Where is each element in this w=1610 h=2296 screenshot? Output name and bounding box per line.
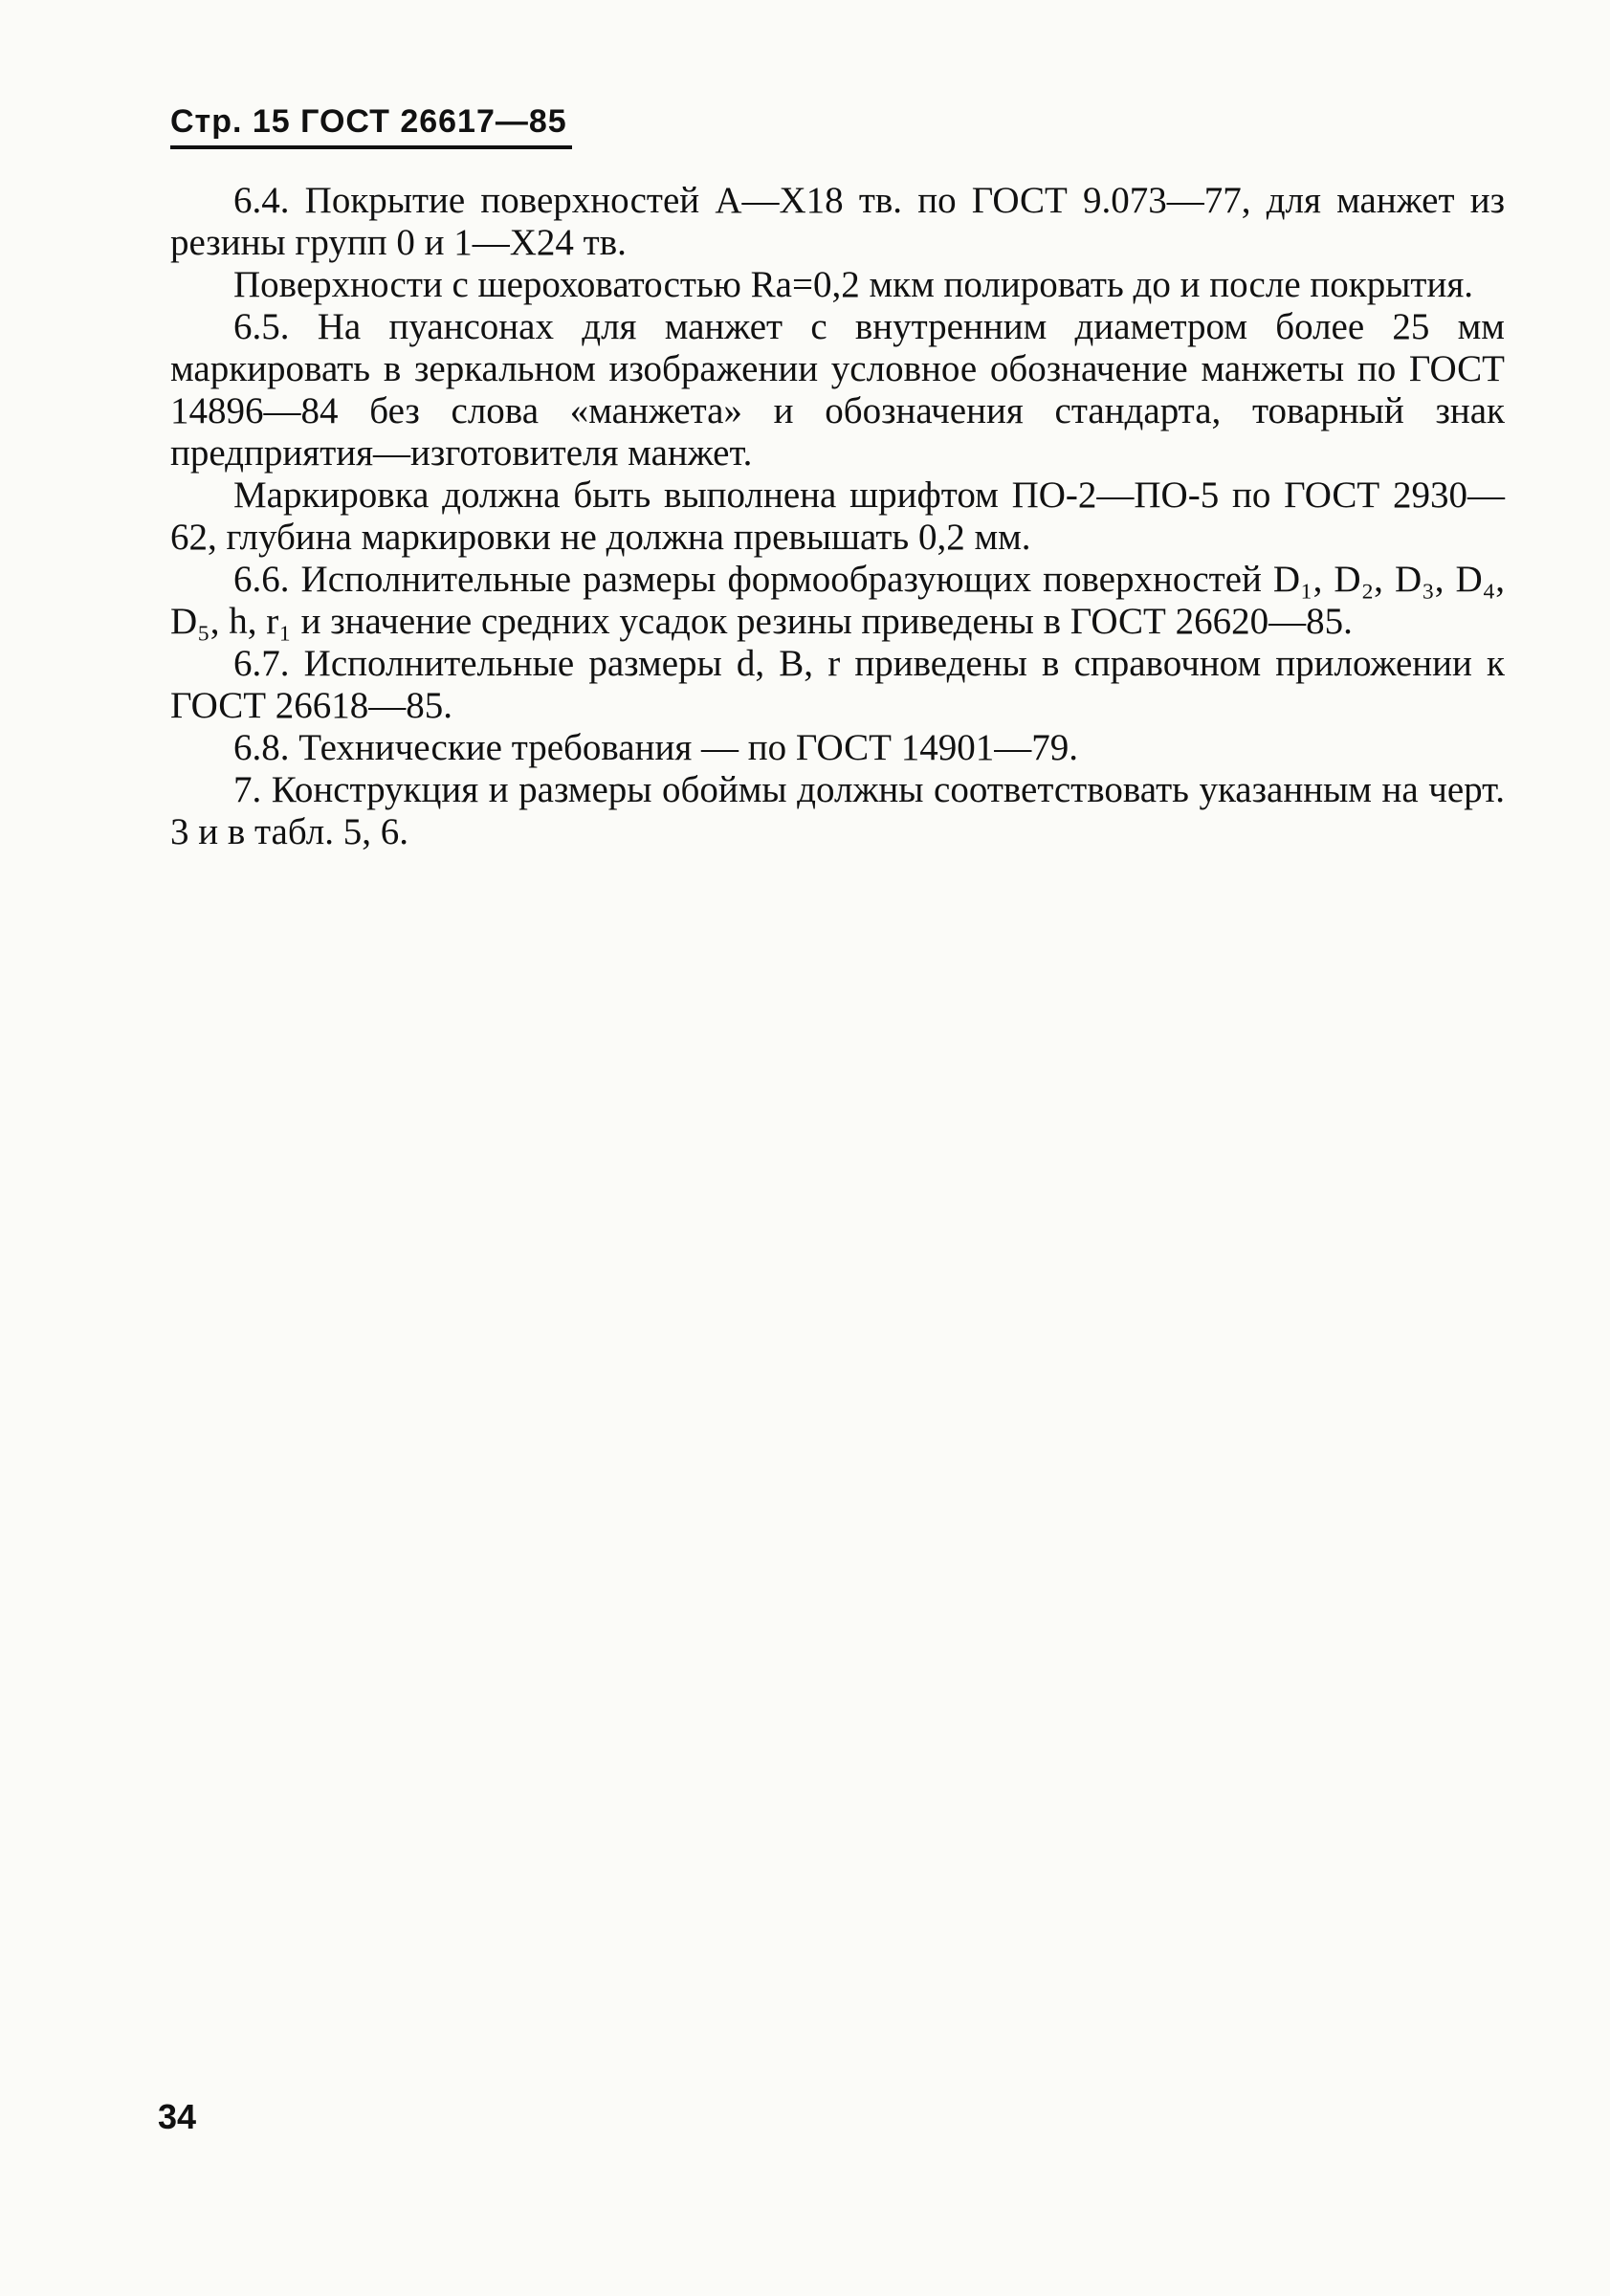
paragraph-6-5-marking: Маркировка должна быть выполнена шрифтом ПО-2—ПО-5 по ГОСТ 2930—62, глубина маркировки не должна превышать 0,2 мм. [170,475,1505,558]
paragraph-6-5: 6.5. На пуансонах для манжет с внутренним диаметром более 25 мм маркировать в зеркальном изображении условное обозначение манжеты по ГОСТ 14896—84 без слова «манжета» и обозначения стандарта, товарный знак предприятия—изготовителя манжет. [170,306,1505,474]
paragraph-6-8: 6.8. Технические требования — по ГОСТ 14901—79. [233,727,1078,768]
paragraph-6-7: 6.7. Исполнительные размеры d, B, r приведены в справочном приложении к ГОСТ 26618—85. [170,643,1505,726]
page-header: Стр. 15 ГОСТ 26617—85 [170,103,567,140]
paragraph-6-4: 6.4. Покрытие поверхностей А—Х18 тв. по ГОСТ 9.073—77, для манжет из резины групп 0 и 1—Х24 тв. [170,180,1505,263]
header-rule [170,145,572,149]
paragraph-7: 7. Конструкция и размеры обоймы должны соответствовать указанным на черт. 3 и в табл. 5, 6. [170,769,1505,852]
page-number: 34 [158,2097,197,2136]
paragraph-6-6: 6.6. Исполнительные размеры формообразующих поверхностей D₁, D₂, D₃, D₄, D₅, h, r₁ и значение средних усадок резины приведены в ГОСТ 26620—85. [170,559,1505,642]
paragraph-6-4-polishing: Поверхности с шероховатостью Ra=0,2 мкм полировать до и после покрытия. [233,264,1474,305]
document-body [170,180,1505,853]
